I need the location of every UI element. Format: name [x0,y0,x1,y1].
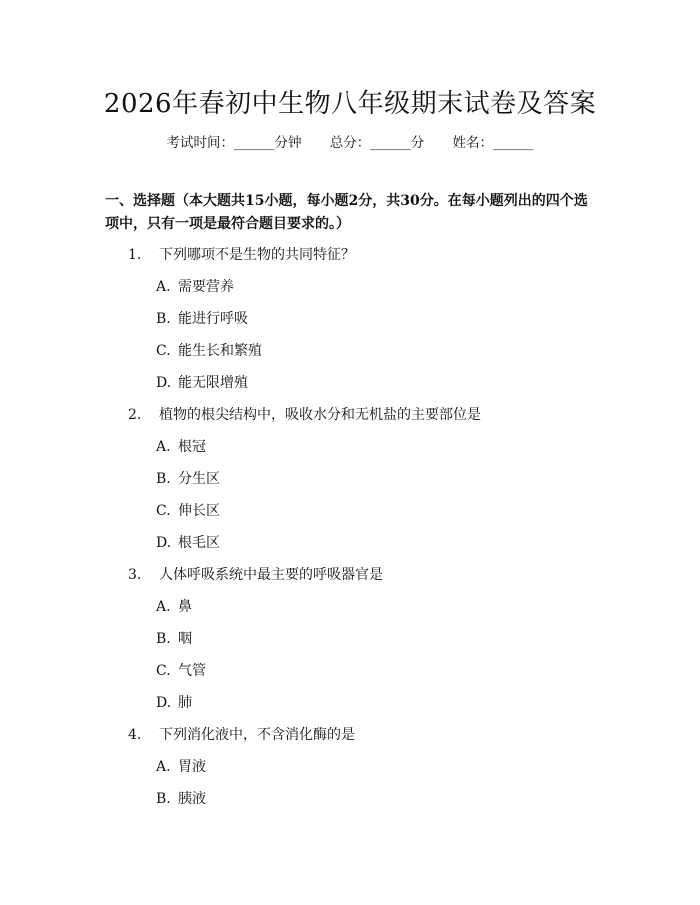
option-text: 咽 [178,631,192,647]
question-number: 2. [128,407,142,423]
option-letter: C. [156,503,171,519]
option-text: 胰液 [178,791,206,807]
exam-meta-line [0,131,700,151]
option-text: 根毛区 [178,535,220,551]
page-title: 2026年春初中生物八年级期末试卷及答案 [103,89,597,119]
option-letter: B. [156,631,171,647]
option-letter: A. [156,439,171,455]
question-number: 3. [128,567,142,583]
option-letter: B. [156,311,171,327]
question-2 [128,404,481,424]
question-4 [128,724,355,744]
option-text: 气管 [178,663,206,679]
option-text: 分生区 [178,471,220,487]
option-letter: D. [156,695,172,711]
option-2d [156,532,220,552]
option-2b [156,468,220,488]
section-heading: 一、选择题（本大题共15小题，每小题2分，共30分。在每小题列出的四个选项中，只有一项是最符合题目要求的。） [105,193,588,232]
option-1b [156,308,248,328]
exam-name-field: 姓名：______ [452,135,534,151]
question-text: 下列哪项不是生物的共同特征？ [159,247,355,263]
question-text: 植物的根尖结构中，吸收水分和无机盐的主要部位是 [159,407,481,423]
option-letter: B. [156,471,171,487]
question-3 [128,564,383,584]
option-4a [156,756,206,776]
question-number: 1. [128,247,142,263]
option-text: 根冠 [178,439,206,455]
option-text: 需要营养 [178,279,234,295]
question-text: 人体呼吸系统中最主要的呼吸器官是 [159,567,383,583]
option-3d [156,692,192,712]
option-3c [156,660,206,680]
option-4b [156,788,206,808]
option-text: 鼻 [178,599,192,615]
option-letter: A. [156,279,171,295]
option-letter: A. [156,759,171,775]
option-text: 胃液 [178,759,206,775]
exam-time-field: 考试时间：______分钟 [166,135,302,151]
option-3a [156,596,192,616]
option-1c [156,340,262,360]
option-letter: A. [156,599,171,615]
option-text: 能进行呼吸 [178,311,248,327]
question-1 [128,244,355,264]
option-1d [156,372,248,392]
option-letter: C. [156,343,171,359]
option-text: 肺 [178,695,192,711]
option-text: 伸长区 [178,503,220,519]
option-letter: D. [156,375,172,391]
option-text: 能无限增殖 [178,375,248,391]
option-2a [156,436,206,456]
exam-score-field: 总分：______分 [329,135,425,151]
option-text: 能生长和繁殖 [178,343,262,359]
option-letter: B. [156,791,171,807]
option-3b [156,628,192,648]
option-1a [156,276,234,296]
option-letter: C. [156,663,171,679]
option-letter: D. [156,535,172,551]
question-number: 4. [128,727,142,743]
question-text: 下列消化液中，不含消化酶的是 [159,727,355,743]
option-2c [156,500,220,520]
